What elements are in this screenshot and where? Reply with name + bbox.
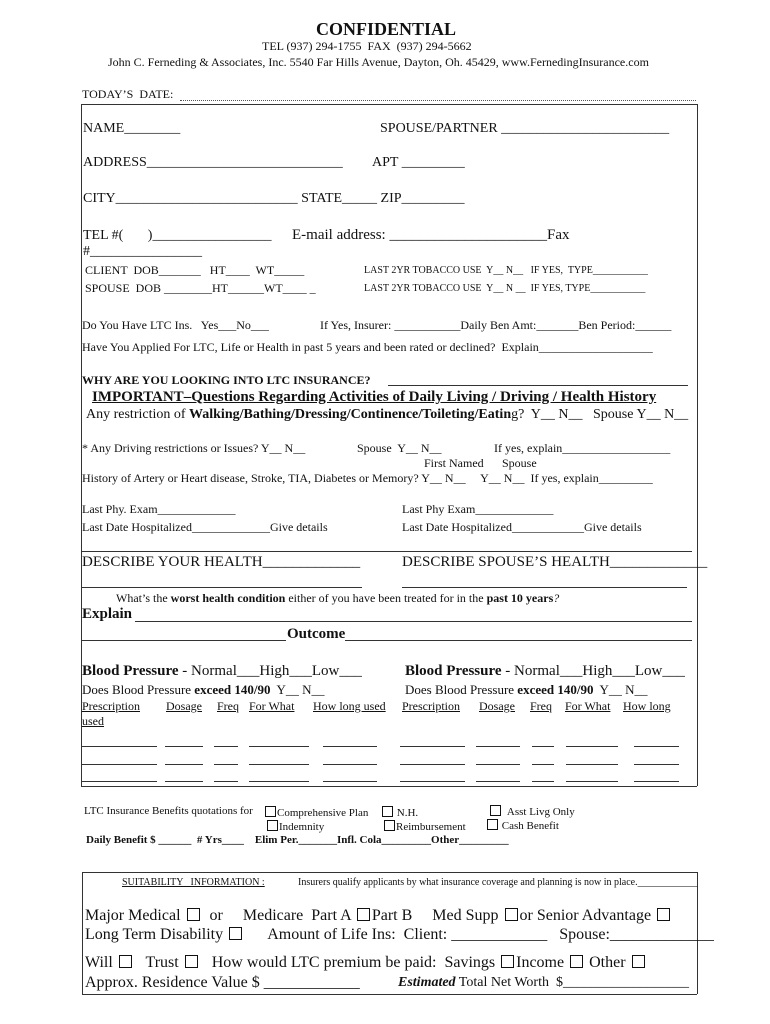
driving-explain[interactable]: If yes, explain__________________	[494, 441, 671, 455]
med-line[interactable]	[634, 781, 679, 782]
comprehensive-plan-checkbox[interactable]: Comprehensive Plan	[264, 806, 368, 819]
suit-box-left	[82, 872, 83, 994]
checkbox-icon[interactable]	[487, 819, 498, 830]
part-a-checkbox[interactable]	[357, 908, 370, 921]
col-used: used	[82, 714, 104, 728]
name-field[interactable]: NAME________	[83, 121, 181, 136]
med-line[interactable]	[532, 764, 554, 765]
med-line[interactable]	[476, 746, 520, 747]
outcome-line-left[interactable]	[82, 640, 286, 641]
med-line[interactable]	[249, 746, 309, 747]
cash-benefit-checkbox[interactable]: Cash Benefit	[486, 819, 559, 832]
last-phy-exam[interactable]: Last Phy. Exam_____________	[82, 502, 236, 516]
med-line[interactable]	[476, 781, 520, 782]
med-supp-checkbox[interactable]	[505, 908, 518, 921]
med-line[interactable]	[214, 781, 238, 782]
apt-field[interactable]: APT _________	[372, 155, 465, 170]
suit-box-bottom	[82, 994, 697, 995]
net-worth-field[interactable]: Estimated Total Net Worth $__________________	[398, 975, 689, 990]
checkbox-icon[interactable]	[490, 805, 501, 816]
main-box-right	[697, 104, 698, 786]
first-named-label: First Named	[424, 456, 484, 470]
med-line[interactable]	[400, 781, 465, 782]
company-phone: TEL (937) 294-1755 FAX (937) 294-5662	[262, 39, 472, 53]
address-field[interactable]: ADDRESS____________________________	[83, 155, 343, 170]
med-line[interactable]	[634, 746, 679, 747]
suitability-desc: Insurers qualify applicants by what insurance coverage and planning is now in place.____________	[298, 877, 698, 888]
spouse-tobacco-field[interactable]: LAST 2YR TOBACCO USE Y__ N __ IF YES, TYPE___________	[364, 283, 646, 294]
hash-field[interactable]: #________________	[83, 244, 202, 259]
daily-benefit-fields[interactable]: Daily Benefit $ ______ # Yrs____ Elim Per._______Infl. Cola_________Other_________	[86, 834, 509, 846]
med-line[interactable]	[323, 764, 377, 765]
col-freq: Freq	[217, 699, 239, 713]
explain-label: Explain	[82, 606, 133, 622]
spouse-dob-field[interactable]: SPOUSE DOB ________HT______WT____ _	[85, 281, 316, 295]
med-line[interactable]	[82, 746, 157, 747]
explain-line[interactable]	[135, 621, 692, 622]
history-question[interactable]: History of Artery or Heart disease, Stroke, TIA, Diabetes or Memory? Y__ N__ Y__ N__ If yes, explain_________	[82, 471, 653, 485]
med-line[interactable]	[566, 781, 618, 782]
quote-intro: LTC Insurance Benefits quotations for	[84, 805, 253, 817]
med-line[interactable]	[532, 781, 554, 782]
med-line[interactable]	[249, 764, 309, 765]
coverage-row-1: Major Medical or Medicare Part A Part B Med Supp or Senior Advantage	[85, 908, 672, 924]
describe-spouse-health[interactable]: DESCRIBE SPOUSE’S HEALTH_____________	[402, 554, 708, 570]
spouse-label: Spouse	[502, 456, 537, 470]
assisted-living-checkbox[interactable]: Asst Livg Only	[489, 805, 575, 818]
worst-condition-question: What’s the worst health condition either of you have been treated for in the past 10 years?	[116, 591, 560, 605]
email-field[interactable]: E-mail address: _____________________Fax	[292, 227, 570, 243]
why-line	[388, 385, 688, 386]
outcome-label: Outcome	[287, 626, 346, 642]
med-line[interactable]	[400, 764, 465, 765]
trust-checkbox[interactable]	[185, 955, 198, 968]
med-line[interactable]	[82, 764, 157, 765]
bp-question-spouse[interactable]: Blood Pressure - Normal___High___Low___	[405, 663, 685, 679]
bp-question[interactable]: Blood Pressure - Normal___High___Low___	[82, 663, 362, 679]
col-prescription: Prescription	[82, 699, 140, 713]
applied-field[interactable]: Have You Applied For LTC, Life or Health in past 5 years and been rated or declined? Explain___________________	[82, 340, 653, 354]
med-line[interactable]	[249, 781, 309, 782]
page-title: CONFIDENTIAL	[316, 19, 457, 39]
col-dosage: Dosage	[166, 699, 202, 713]
health-line-1	[82, 587, 362, 588]
have-ltc-field[interactable]: Do You Have LTC Ins. Yes___No___	[82, 318, 269, 332]
todays-date-field[interactable]: TODAY’S DATE:	[82, 87, 174, 101]
city-state-zip-field[interactable]: CITY__________________________ STATE_____ ZIP_________	[83, 191, 465, 206]
important-heading: IMPORTANT–Questions Regarding Activities of Daily Living / Driving / Health History	[92, 389, 657, 405]
spouse-field[interactable]: SPOUSE/PARTNER ________________________	[380, 121, 670, 136]
main-box-bottom	[81, 786, 697, 787]
adl-question[interactable]: Any restriction of Walking/Bathing/Dressing/Continence/Toileting/Eating? Y__ N__ Spouse Y__ N__	[86, 407, 689, 422]
med-line[interactable]	[165, 764, 203, 765]
outcome-line-right[interactable]	[345, 640, 692, 641]
driving-question[interactable]: * Any Driving restrictions or Issues? Y__ N__	[82, 441, 306, 455]
client-tobacco-field[interactable]: LAST 2YR TOBACCO USE Y__ N__ IF YES, TYPE___________	[364, 265, 648, 276]
other-checkbox[interactable]	[632, 955, 645, 968]
col-dosage-spouse: Dosage	[479, 699, 515, 713]
med-line[interactable]	[566, 764, 618, 765]
health-line-2	[402, 587, 687, 588]
last-hospitalized-spouse[interactable]: Last Date Hospitalized____________Give details	[402, 520, 642, 534]
checkbox-icon[interactable]	[267, 820, 278, 831]
date-line	[180, 100, 696, 101]
indemnity-checkbox[interactable]: Indemnity	[266, 820, 324, 833]
bp-exceed[interactable]: Does Blood Pressure exceed 140/90 Y__ N__	[82, 682, 325, 697]
checkbox-icon[interactable]	[384, 820, 395, 831]
residence-value-field[interactable]: Approx. Residence Value $ ____________	[85, 974, 360, 991]
col-freq-spouse: Freq	[530, 699, 552, 713]
suitability-title: SUITABILITY INFORMATION :	[122, 877, 265, 888]
med-line[interactable]	[532, 746, 554, 747]
col-for-what-spouse: For What	[565, 699, 611, 713]
med-line[interactable]	[165, 746, 203, 747]
bp-exceed-spouse[interactable]: Does Blood Pressure exceed 140/90 Y__ N__	[405, 682, 648, 697]
med-line[interactable]	[634, 764, 679, 765]
senior-advantage-checkbox[interactable]	[657, 908, 670, 921]
med-line[interactable]	[476, 764, 520, 765]
med-line[interactable]	[400, 746, 465, 747]
col-how-long: How long used	[313, 699, 386, 713]
last-phy-exam-spouse[interactable]: Last Phy Exam_____________	[402, 502, 554, 516]
insurer-field[interactable]: If Yes, Insurer: ___________Daily Ben Amt:_______Ben Period:______	[320, 318, 672, 332]
checkbox-icon[interactable]	[382, 806, 393, 817]
col-for-what: For What	[249, 699, 295, 713]
last-hospitalized[interactable]: Last Date Hospitalized_____________Give details	[82, 520, 328, 534]
describe-health[interactable]: DESCRIBE YOUR HEALTH_____________	[82, 554, 361, 570]
med-line[interactable]	[323, 746, 377, 747]
client-dob-field[interactable]: CLIENT DOB_______ HT____ WT_____	[85, 263, 305, 277]
major-medical-checkbox[interactable]	[187, 908, 200, 921]
ltd-checkbox[interactable]	[229, 927, 242, 940]
coverage-row-2: Long Term Disability Amount of Life Ins: Client: ____________ Spouse:_____________	[85, 926, 714, 943]
med-line[interactable]	[214, 764, 238, 765]
savings-checkbox[interactable]	[501, 955, 514, 968]
tel-field[interactable]: TEL #( )_________________	[83, 228, 272, 243]
med-line[interactable]	[566, 746, 618, 747]
coverage-row-3: Will Trust How would LTC premium be paid: Savings Income Other	[85, 955, 647, 971]
why-ltc-heading: WHY ARE YOU LOOKING INTO LTC INSURANCE?	[82, 373, 371, 387]
health-top-line	[82, 551, 692, 552]
company-address: John C. Ferneding & Associates, Inc. 5540 Far Hills Avenue, Dayton, Oh. 45429, www.FernedingInsurance.com	[108, 55, 649, 69]
driving-spouse[interactable]: Spouse Y__ N__	[357, 441, 442, 455]
nh-checkbox[interactable]: N.H.	[381, 806, 418, 819]
col-prescription-spouse: Prescription	[402, 699, 460, 713]
med-line[interactable]	[323, 781, 377, 782]
med-line[interactable]	[82, 781, 157, 782]
main-box-top	[81, 104, 697, 105]
suit-box-top	[82, 872, 697, 873]
reimbursement-checkbox[interactable]: Reimbursement	[383, 820, 466, 833]
will-checkbox[interactable]	[119, 955, 132, 968]
med-line[interactable]	[214, 746, 238, 747]
med-line[interactable]	[165, 781, 203, 782]
col-how-long-spouse: How long	[623, 699, 671, 713]
income-checkbox[interactable]	[570, 955, 583, 968]
checkbox-icon[interactable]	[265, 806, 276, 817]
